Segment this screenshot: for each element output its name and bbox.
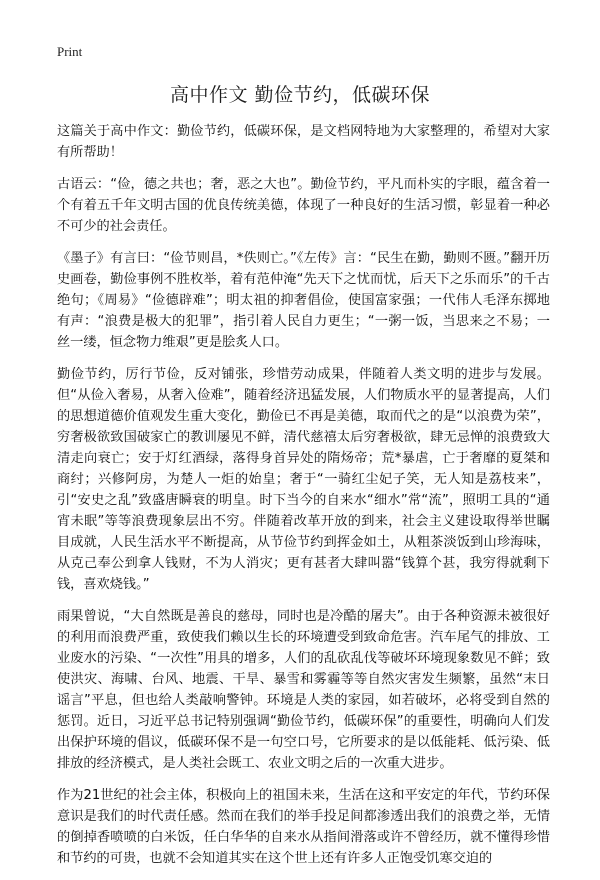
paragraph-ancient-saying: 古语云：“俭，德之共也；奢，恶之大也”。勤俭节约，平凡而朴实的字眼，蕴含着一个有着五千年文明古国的优良传统美德，体现了一种良好的生活习惯，彰显着一种必不可少的社会责任。 (57, 177, 550, 234)
article-title: 高中作文 勤俭节约，低碳环保 (169, 84, 431, 106)
paragraph-intro: 这篇关于高中作文：勤俭节约，低碳环保，是文档网特地为大家整理的，希望对大家有所帮助！ (57, 124, 550, 160)
paragraph-waste: 勤俭节约，厉行节俭，反对铺张，珍惜劳动成果，伴随着人类文明的进步与发展。但“从俭入奢易，从奢入俭难”，随着经济迅猛发展，人们物质水平的显著提高，人们的思想道德价值观发生重大变化，勤俭已不再是美德，取而代之的是“以浪费为荣”，穷奢极欲致国破家亡的教训屡见不鲜，清代慈禧太后穷奢极欲，肆无忌惮的浪费致大清走向衰亡；安于灯红酒绿，落得身首异处的隋炀帝；荒*暴虐，亡于奢靡的夏桀和商纣；兴修阿房，为楚人一炬的始皇；奢于“一骑红尘妃子笑，无人知是荔枝来”，引“安史之乱”致盛唐瞬衰的明皇。时下当今的自来水“细水”常“流”，照明工具的“通宵未眠”等等浪费现象层出不穷。伴随着改革开放的到来，社会主义建设取得举世瞩目成就，人民生活水平不断提高，从节俭节约到挥金如土，从粗茶淡饭到山珍海味，从克己奉公到拿人钱财，不为人消灾；更有甚者大肆叫嚣“钱算个甚，我穷得就剩下钱，喜欢烧钱。” (57, 367, 550, 592)
article-body (57, 121, 550, 880)
paragraph-environment: 雨果曾说，“大自然既是善良的慈母，同时也是冷酷的屠夫”。由于各种资源未被很好的利用而浪费严重，致使我们赖以生长的环境遭受到致命危害。汽车尾气的排放、工业废水的污染、“一次性”用具的增多，人们的乱砍乱伐等破坏环境现象数见不鲜；致使洪灾、海啸、台风、地震、干旱、暴雪和雾霾等等自然灾害发生频繁，虽然“末日谣言”平息，但也给人类敲响警钟。环境是人类的家园，如若破坏，必将受到自然的惩罚。近日，习近平总书记特别强调“勤俭节约，低碳环保”的重要性，明确向人们发出保护环境的倡议，低碳环保不是一句空口号，它所要求的是以低能耗、低污染、低排放的经济模式，是人类社会既工、农业文明之后的一次重大进步。 (57, 609, 550, 771)
paragraph-history: 《墨子》有言曰：“俭节则昌，*佚则亡。”《左传》言：“民生在勤，勤则不匮。”翻开历史画卷，勤俭事例不胜枚举，着有范仲淹“先天下之忧而忧，后天下之乐而乐”的千古绝句；《周易》“俭德辟难”；明太祖的抑奢倡俭，使国富家强；一代伟人毛泽东掷地有声：“浪费是极大的犯罪”，指引着人民自力更生；“一粥一饭，当思来之不易；一丝一缕，恒念物力维艰”更是脍炙人口。 (57, 251, 550, 350)
paragraph-responsibility: 作为21世纪的社会主体，积极向上的祖国未来，生活在这和平安定的年代，节约环保意识是我们的时代责任感。然而在我们的举手投足间都渗透出我们的浪费之举，无情的倒掉香喷喷的白米饭，任白华华的自来水从指间滑落或许不曾经历，就不懂得珍惜和节约的可贵，也就不会知道其实在这个世上还有许多人正饱受饥寒交迫的 (57, 788, 550, 866)
print-link[interactable]: Print (57, 44, 83, 59)
